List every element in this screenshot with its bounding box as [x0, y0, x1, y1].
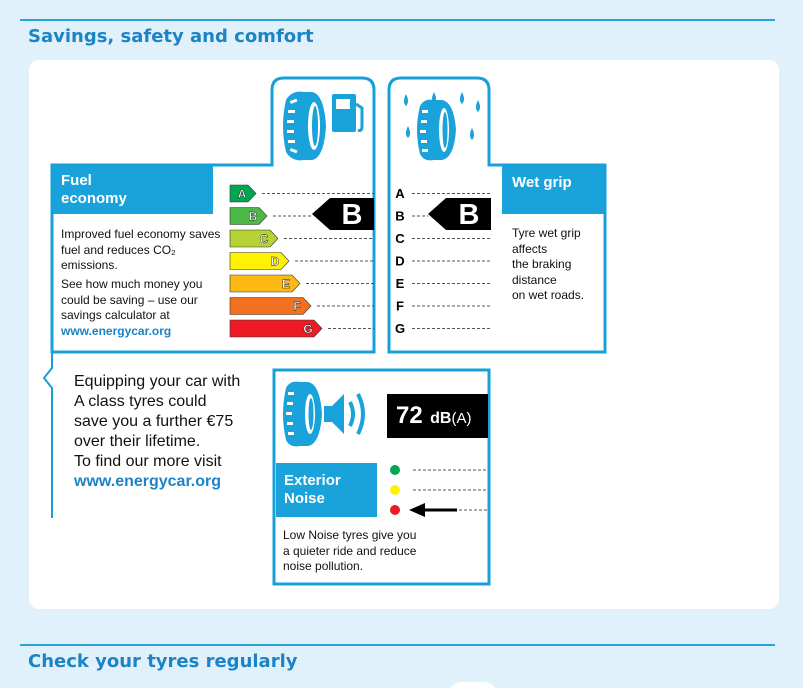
wet-title: Wet grip	[512, 174, 572, 191]
fuel-rating-letter: B	[341, 199, 363, 231]
fuel-grade-label: F	[293, 299, 301, 314]
fuel-description: Improved fuel economy saves fuel and reduces CO₂ emissions.	[61, 227, 221, 272]
wet-icons	[396, 86, 488, 166]
bottom-rule	[20, 644, 775, 646]
fuel-calc-text: See how much money you could be saving – use our savings calculator at	[61, 277, 203, 322]
fuel-grade-label: C	[259, 232, 269, 246]
tyre-icon	[283, 92, 326, 161]
noise-desc-line: a quieter ride and reduce	[283, 543, 417, 558]
speaker-icon	[324, 394, 363, 434]
noise-desc-line: noise pollution.	[283, 559, 364, 573]
noise-dot-green	[390, 465, 400, 475]
promo-line: To find our more visit	[74, 453, 222, 470]
tyre-icon	[283, 382, 322, 447]
wet-grade-label: B	[395, 208, 405, 224]
section-title-check: Check your tyres regularly	[28, 651, 298, 672]
noise-description	[283, 528, 483, 575]
fuel-grade-label: D	[270, 254, 280, 269]
noise-dot-yellow	[390, 485, 400, 495]
wet-grade-label: A	[395, 186, 405, 201]
promo-text	[74, 372, 240, 492]
wet-desc-line: the braking	[512, 257, 572, 271]
fuel-title-line1: Fuel	[61, 172, 92, 189]
wet-description	[512, 226, 604, 304]
bottom-decor	[448, 682, 498, 688]
wet-grade-label: D	[395, 253, 405, 269]
noise-unit-suffix: (A)	[451, 410, 472, 427]
fuel-grade-label: B	[248, 209, 258, 224]
noise-title-line2: Noise	[284, 490, 325, 507]
wet-desc-line: on wet roads.	[512, 288, 585, 302]
promo-bracket	[44, 352, 52, 518]
arrow-left-icon	[409, 503, 457, 517]
noise-icons	[280, 378, 380, 458]
wet-grade-label: F	[396, 298, 404, 314]
fuel-title-box	[53, 166, 213, 214]
promo-link[interactable]: www.energycar.org	[74, 473, 222, 490]
promo-line: A class tyres could	[74, 393, 207, 410]
fuel-grade-label: G	[303, 322, 313, 336]
wet-desc-line: Tyre wet grip	[512, 226, 581, 240]
wet-grade-label: C	[395, 231, 405, 246]
fuel-grade-bar	[230, 230, 278, 247]
promo-line: over their lifetime.	[74, 433, 201, 450]
tyre-icon	[417, 100, 456, 161]
noise-dot-red	[390, 505, 400, 515]
fuel-grade-label: E	[281, 277, 291, 291]
noise-unit: dB	[430, 410, 452, 427]
promo-line: Equipping your car with	[74, 373, 241, 390]
fuel-pump-icon	[332, 94, 362, 132]
noise-title-box	[276, 463, 377, 517]
fuel-title-line2: economy	[61, 190, 127, 207]
wet-grade-scale	[392, 180, 502, 340]
wet-desc-line: distance	[512, 272, 557, 287]
noise-value-box	[387, 394, 488, 438]
fuel-link[interactable]: www.energycar.org	[61, 324, 172, 338]
section-title-savings: Savings, safety and comfort	[28, 26, 314, 47]
fuel-icons	[278, 86, 368, 166]
fuel-grade-label: A	[237, 187, 247, 201]
noise-title-line1: Exterior	[284, 472, 341, 489]
wet-rating-letter: B	[458, 199, 480, 231]
wet-desc-line: affects	[512, 241, 548, 256]
wet-grade-label: E	[395, 276, 405, 291]
fuel-grade-scale	[228, 180, 378, 340]
noise-scale	[385, 460, 489, 520]
noise-desc-line: Low Noise tyres give you	[283, 528, 417, 542]
fuel-grade-bar	[230, 253, 289, 270]
wet-title-box	[502, 166, 604, 214]
noise-value: 72	[396, 402, 423, 429]
promo-line: save you a further €75	[74, 413, 234, 430]
wet-grade-label: G	[394, 321, 406, 336]
